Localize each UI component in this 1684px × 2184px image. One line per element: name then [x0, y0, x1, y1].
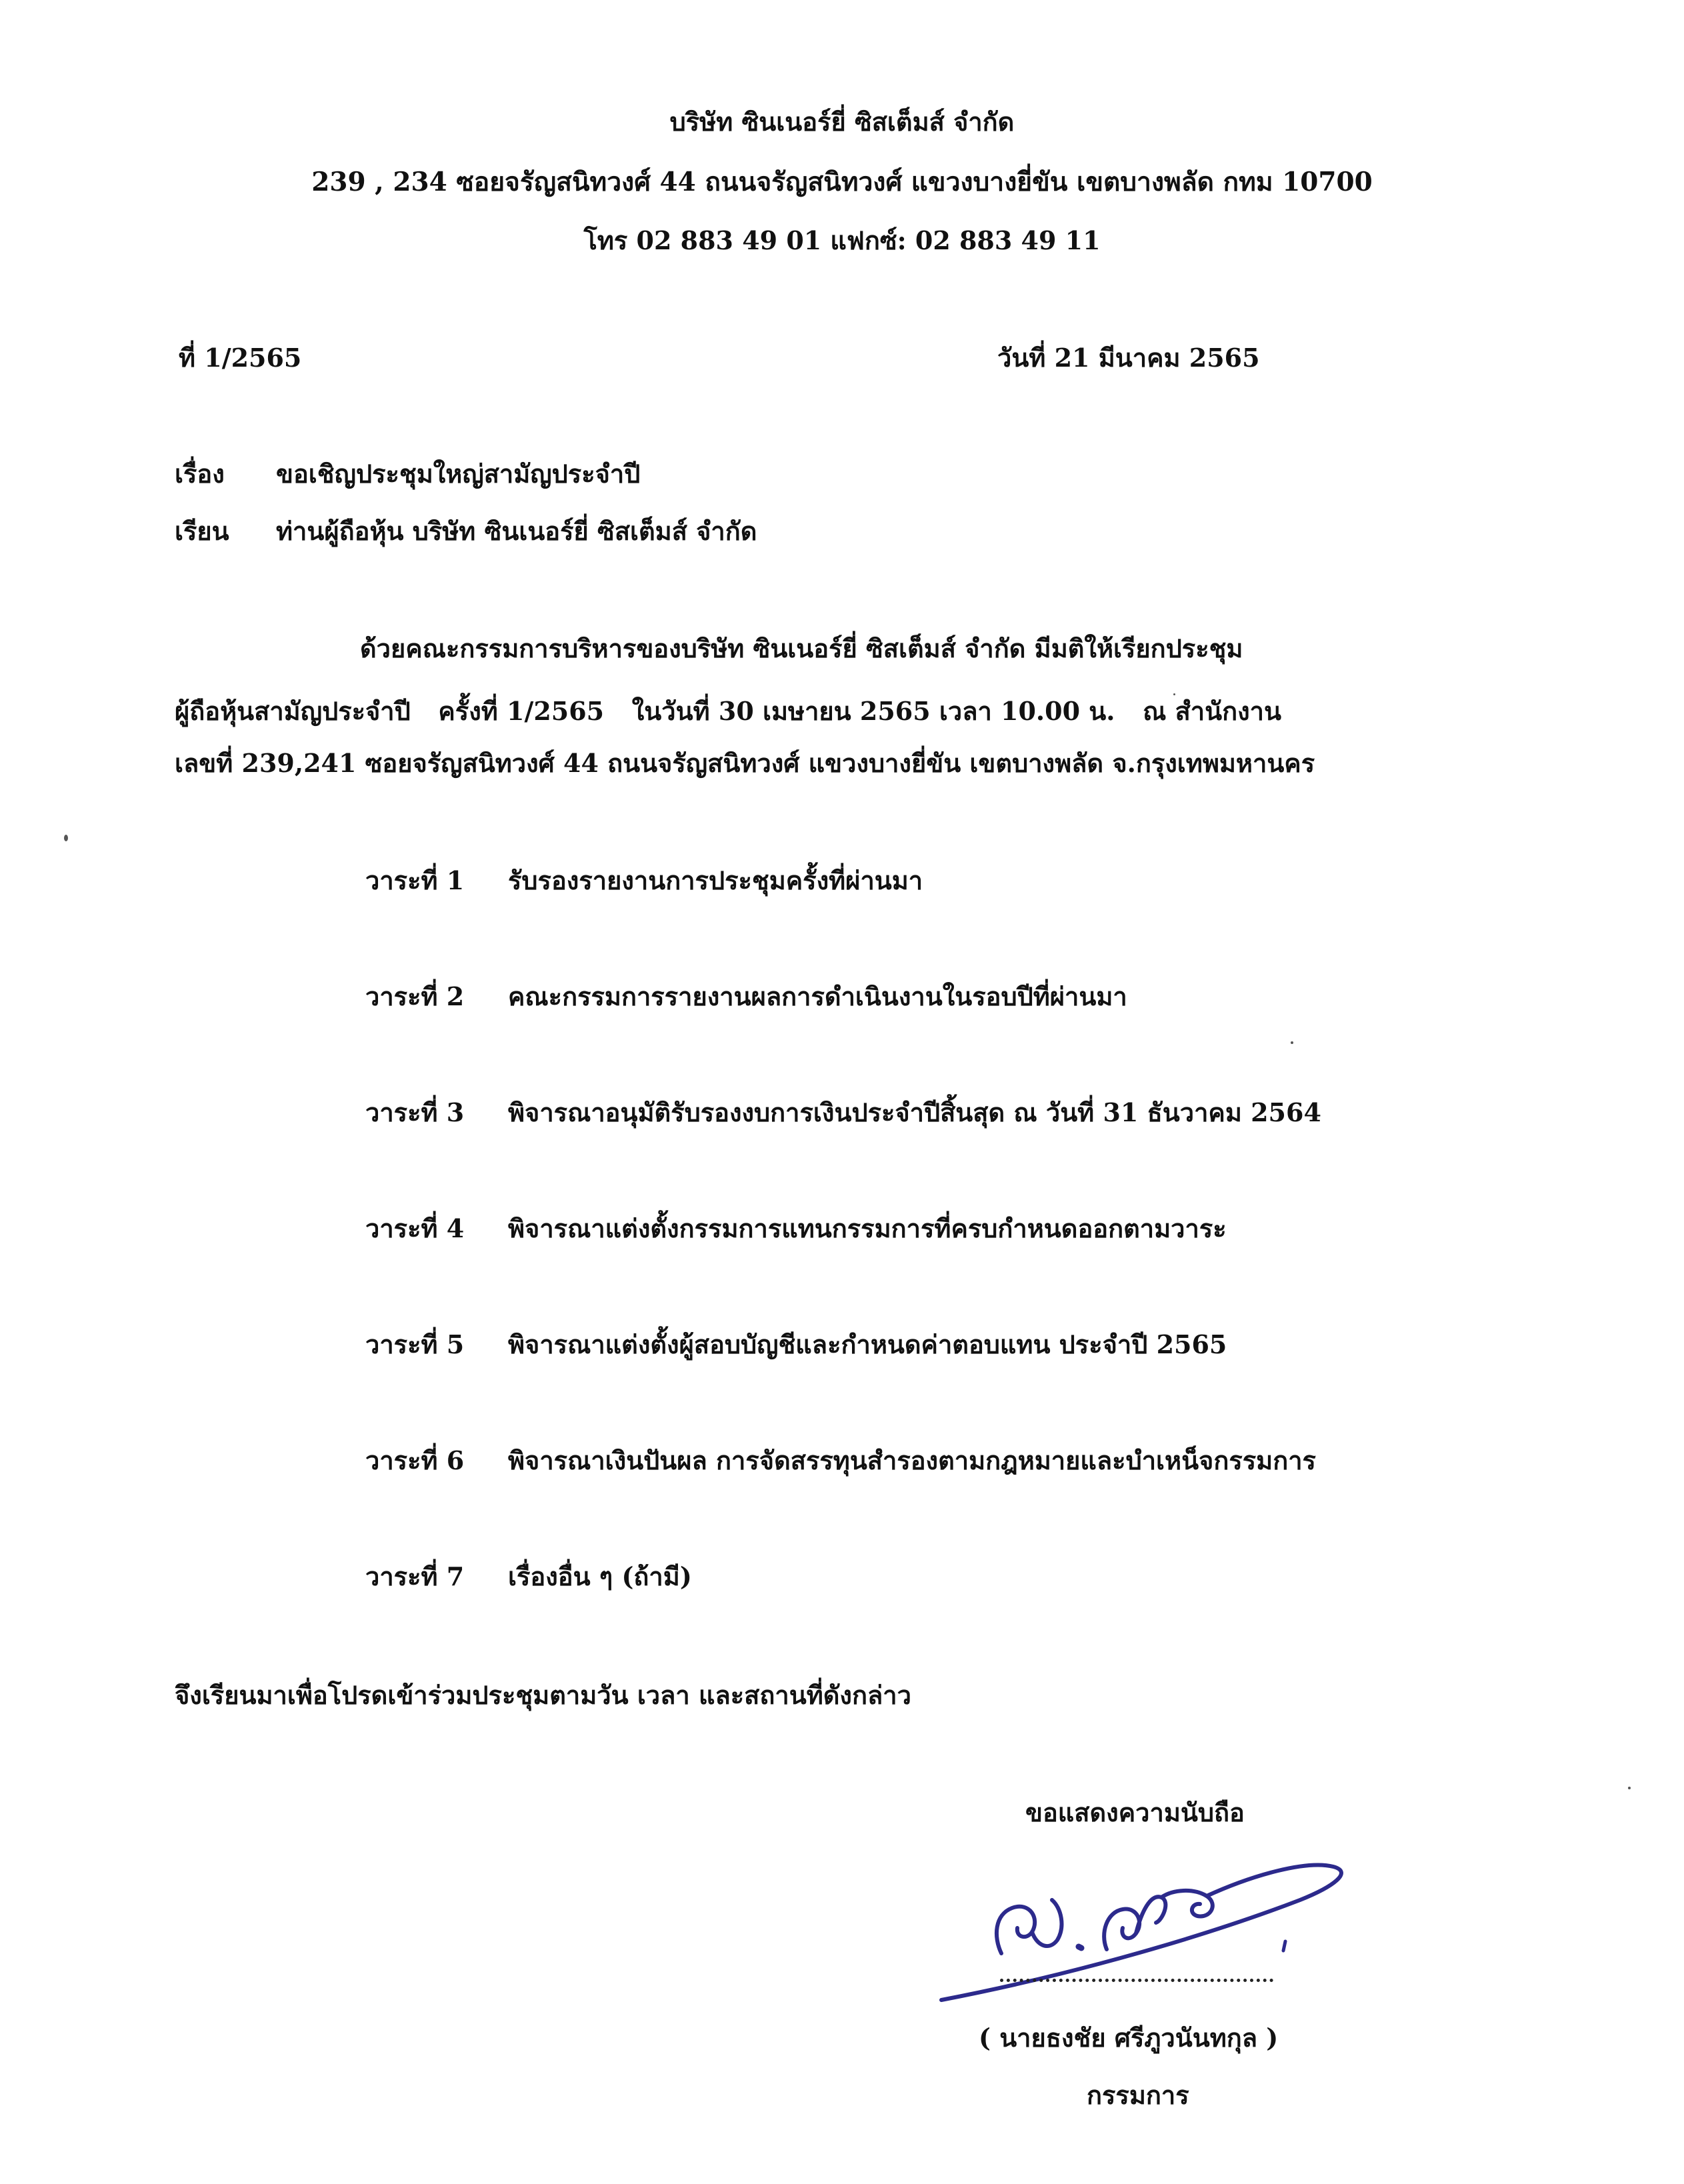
company-contact: โทร 02 883 49 01 แฟกซ์: 02 883 49 11	[583, 225, 1101, 255]
closing-invitation: จึงเรียนมาเพื่อโปรดเข้าร่วมประชุมตามวัน เวลา และสถานที่ดังกล่าว	[175, 1680, 911, 1710]
scan-speck	[1628, 1787, 1631, 1789]
reference-number: ที่ 1/2565	[179, 343, 302, 373]
body-line-2-part: ครั้งที่ 1/2565	[438, 696, 605, 726]
agenda-label: วาระที่ 2	[365, 981, 465, 1011]
signer-name: ( นายธงชัย ศรีภูวนันทกุล )	[979, 2023, 1279, 2053]
agenda-text: รับรองรายงานการประชุมครั้งที่ผ่านมา	[508, 865, 923, 895]
signature-line	[1000, 1979, 1273, 1982]
agenda-text: เรื่องอื่น ๆ (ถ้ามี)	[508, 1561, 692, 1591]
body-line-2-part: ผู้ถือหุ้นสามัญประจำปี	[175, 696, 411, 726]
to-text: ท่านผู้ถือหุ้น บริษัท ซินเนอร์ยี่ ซิสเต็มส์ จำกัด	[276, 516, 757, 546]
letter-date: วันที่ 21 มีนาคม 2565	[997, 343, 1260, 373]
agenda-label: วาระที่ 3	[365, 1097, 465, 1127]
closing-regards: ขอแสดงความนับถือ	[1025, 1797, 1245, 1827]
company-name: บริษัท ซินเนอร์ยี่ ซิสเต็มส์ จำกัด	[669, 107, 1015, 137]
scan-speck	[1173, 693, 1175, 695]
agenda-label: วาระที่ 4	[365, 1213, 465, 1243]
agenda-label: วาระที่ 1	[365, 865, 465, 895]
to-label: เรียน	[175, 516, 229, 546]
scan-speck	[64, 835, 68, 841]
body-line-3: เลขที่ 239,241 ซอยจรัญสนิทวงศ์ 44 ถนนจรัญสนิทวงศ์ แขวงบางยี่ขัน เขตบางพลัด จ.กรุงเทพมหานคร	[175, 748, 1315, 778]
agenda-label: วาระที่ 6	[365, 1445, 465, 1475]
body-line-2-part: ในวันที่ 30 เมษายน 2565 เวลา 10.00 น.	[631, 696, 1115, 726]
agenda-label: วาระที่ 7	[365, 1561, 465, 1591]
agenda-text: พิจารณาแต่งตั้งผู้สอบบัญชีและกำหนดค่าตอบแทน ประจำปี 2565	[508, 1329, 1227, 1359]
subject-text: ขอเชิญประชุมใหญ่สามัญประจำปี	[276, 459, 641, 489]
agenda-text: คณะกรรมการรายงานผลการดำเนินงานในรอบปีที่ผ่านมา	[508, 981, 1127, 1011]
agenda-text: พิจารณาแต่งตั้งกรรมการแทนกรรมการที่ครบกำหนดออกตามวาระ	[508, 1213, 1227, 1243]
scan-speck	[1291, 1041, 1293, 1044]
signer-title: กรรมการ	[1087, 2080, 1189, 2110]
agenda-text: พิจารณาเงินปันผล การจัดสรรทุนสำรองตามกฎหมายและบำเหน็จกรรมการ	[508, 1445, 1316, 1475]
subject-label: เรื่อง	[175, 459, 225, 489]
body-line-2-part: ณ สำนักงาน	[1143, 696, 1281, 726]
agenda-text: พิจารณาอนุมัติรับรองงบการเงินประจำปีสิ้นสุด ณ วันที่ 31 ธันวาคม 2564	[508, 1097, 1321, 1127]
body-line-1: ด้วยคณะกรรมการบริหารของบริษัท ซินเนอร์ยี่ ซิสเต็มส์ จำกัด มีมติให้เรียกประชุม	[360, 633, 1243, 663]
company-address: 239 , 234 ซอยจรัญสนิทวงศ์ 44 ถนนจรัญสนิทวงศ์ แขวงบางยี่ขัน เขตบางพลัด กทม 10700	[311, 167, 1373, 197]
agenda-label: วาระที่ 5	[365, 1329, 465, 1359]
